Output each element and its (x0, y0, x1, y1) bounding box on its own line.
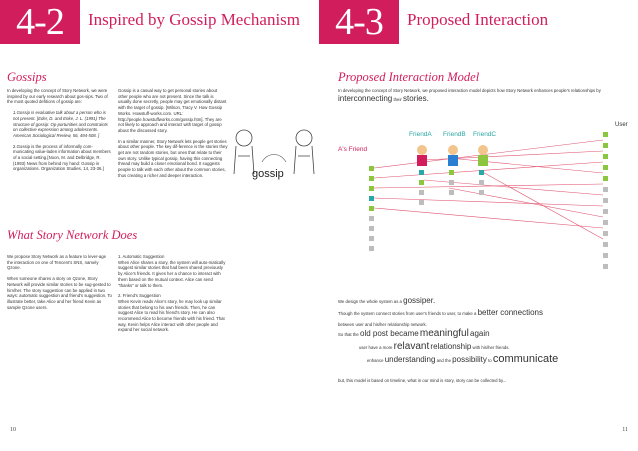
connection-lines (374, 140, 603, 239)
sn-col1-p1: We propose Story Network as a feature to lever-age the interaction on one of Tencent's SNS, namely Qzone. (7, 254, 107, 271)
intro-their: their (393, 97, 402, 102)
a-friend-stories (369, 166, 374, 251)
story-square (603, 187, 608, 192)
label-a-friend: A's Friend (338, 146, 368, 153)
story-square (369, 236, 374, 241)
gossip-word: gossip (252, 168, 284, 180)
story-square (603, 209, 608, 214)
sn-col1-p2: When someone shares a story on Qzone, Story Network will provide similar stories to be sug-gested to him/her. The story suggestion can be applied in two ways: automatic suggestion and friend's suggestion. To illustrate better, take Alice and her friend Kevin as sample Qzone users. (7, 276, 112, 310)
sn-col1 (7, 254, 112, 315)
story-square (479, 170, 484, 175)
desc-line1 (338, 298, 435, 305)
story-square (603, 176, 608, 181)
label-friend-c: FriendC (473, 131, 497, 138)
story-square (449, 190, 454, 195)
story-square (603, 198, 608, 203)
intro-stories: stories. (403, 94, 429, 103)
label-friend-b: FriendB (443, 131, 466, 138)
story-square (449, 170, 454, 175)
desc-line5 (359, 341, 510, 352)
story-square (369, 176, 374, 181)
desc-l6f: communicate (492, 353, 559, 365)
desc-l6b: understanding (384, 355, 436, 364)
story-square (479, 190, 484, 195)
chapter-title-left: Inspired by Gossip Mechanism (88, 10, 301, 29)
desc-l4c: meaningful (419, 328, 469, 339)
story-square (603, 231, 608, 236)
chapter-number-right: 4-3 (319, 0, 399, 44)
story-square (419, 180, 424, 185)
model-intro-line2 (338, 96, 429, 103)
story-square (369, 166, 374, 171)
sn-col2-h1: 1. Automatic Suggestion (118, 254, 165, 259)
desc-l4a: So that the (338, 332, 359, 337)
story-square (603, 154, 608, 159)
story-square (449, 180, 454, 185)
gossips-col2-p1: Gossip is a casual way to get personal stories about other people who are not present. Since the talk is usually done secretly, people may get emotionally distant with the target of gossip. [Wilson, Tracy V. How Gossip Works. Howstuff-works.com. URL: http://people.howstuffworks.com/gossip.htm]. They are not likely to approach and interact with target of gossip about the discussed story. (118, 88, 227, 133)
story-square (419, 190, 424, 195)
story-network-title: What Story Network Does (7, 228, 138, 242)
gossips-col1 (7, 88, 112, 177)
story-square (369, 206, 374, 211)
sn-col2 (118, 254, 228, 338)
story-square (603, 220, 608, 225)
gossips-title: Gossips (7, 70, 47, 84)
story-square (419, 200, 424, 205)
gossips-col1-p3: 2.Gossip is the process of informally com-municating value-laden information about members of a social setting.[Noon, M. and Delbridge, R. (1993) News from behind my hand: Gossip in organizations. Organization Studies, 14, 23-36.] (13, 143, 111, 172)
desc-l1a: We design the whole system as a (338, 299, 402, 304)
story-square (369, 216, 374, 221)
desc-l6e: to (488, 358, 492, 363)
desc-l2a: Though the system connect stories from user's friends to user, to make a (338, 311, 477, 316)
story-square (603, 253, 608, 258)
gossip-illustration (232, 122, 318, 192)
story-square (369, 186, 374, 191)
friend-c-figure (478, 145, 488, 166)
gossips-col1-p2: 1.Gossip is evaluative talk about a person who is not present. [Eder, D. and Enke, J. L. (1991) The structure of gossip: Op-portunities and constraints on collective expression among adolescents. American Sociological Review, 56, 494-508. ] (13, 110, 108, 138)
sn-col2-p1: When Alice shares a story, the system will auto-matically suggest similar stories that had been shared previously by Alice's friends. It gives her a chance to interact with them based on the mutual context. Alice can send "thanks" or talk to them. (118, 259, 226, 288)
desc-line4 (338, 328, 490, 339)
sn-col2-h2: 2. Friend's Suggestion (118, 293, 161, 299)
story-square (369, 196, 374, 201)
user-stories (603, 132, 608, 269)
story-square (603, 242, 608, 247)
desc-l6a: enhance (367, 358, 384, 363)
model-title: Proposed Interaction Model (338, 70, 480, 84)
gossips-col1-p1: In developing the concept of Story Network, we were inspired by our early research about gos-sips. Two of the most quoted defitions of gossip are: (7, 88, 108, 105)
story-square (479, 180, 484, 185)
gossips-col2 (118, 88, 228, 184)
desc-line2 (338, 310, 543, 317)
desc-l5d: with his/her friends. (472, 345, 510, 350)
label-user: User (615, 122, 628, 128)
chapter-number-left: 4-2 (0, 0, 80, 44)
interaction-diagram (319, 118, 638, 288)
desc-l1b: gossiper. (403, 296, 436, 305)
intro-interconnecting: interconnecting (338, 94, 393, 103)
friend-b-figure (448, 145, 458, 166)
story-square (603, 165, 608, 170)
label-friend-a: FriendA (409, 131, 432, 138)
desc-l5a: user have a more (359, 345, 393, 350)
story-square (419, 170, 424, 175)
friend-c-stories (479, 170, 484, 195)
gossips-col2-p2: In a similar manner, Story Network lets people get stories about other people. The key dif-ference is the stories they get are not random stories, but ones that relate to their own story. Unlike typical gossip, having this connecting thread may build a closer emotional bond. It suggests people to talk with each other about the common stories, thus creating a richer and deeper interaction. (118, 138, 228, 178)
story-square (603, 143, 608, 148)
page-number-left: 10 (10, 427, 16, 433)
sn-col2-p2: When Kevin reads Alice's story, he may look up similar stories that belong to his own friends. Then, he can suggest Alice to read his friend's story. He can also recommend Alice to become friends with his friend. That way, Kevin helps Alice interact with other people and expand her social network. (118, 298, 225, 333)
friend-a-figure (417, 145, 427, 166)
model-intro: In developing the concept of Story Network, we proposed interaction model depicts how Story Network enhances people's relationships by (338, 88, 601, 93)
friend-b-stories (449, 170, 454, 195)
desc-line6 (367, 353, 559, 365)
desc-l2b: better connections (477, 308, 543, 317)
story-square (369, 226, 374, 231)
desc-l4d: again (470, 329, 490, 338)
desc-l6d: possibility (452, 355, 487, 364)
chapter-title-right: Proposed Interaction (407, 10, 549, 29)
desc-l6c: and the (436, 358, 451, 363)
gossip-figure-left (234, 130, 254, 174)
story-square (603, 264, 608, 269)
page-number-right: 11 (622, 427, 628, 433)
desc-l4b: old post became (360, 329, 419, 338)
right-page (319, 0, 638, 451)
desc-line3: between user and his/her relationship network. (338, 322, 427, 327)
story-square (603, 132, 608, 137)
desc-line7: but, this model is based on timeline, what in our mind is story, story can be collected by... (338, 378, 507, 383)
desc-l5b: relavant (393, 341, 430, 352)
speech-curl-icon (262, 155, 286, 163)
gossip-figure-right (294, 130, 314, 174)
story-square (369, 246, 374, 251)
desc-l5c: relationship (430, 342, 472, 351)
